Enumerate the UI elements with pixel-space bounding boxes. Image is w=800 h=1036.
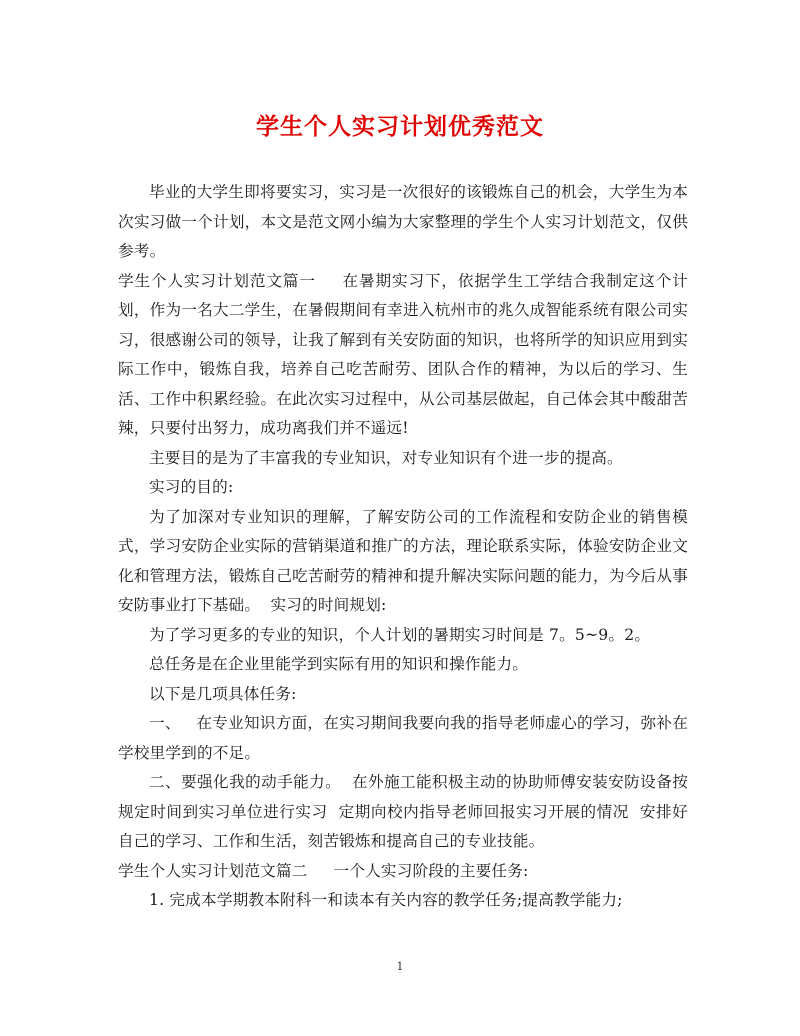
document-title: 学生个人实习计划优秀范文 xyxy=(256,113,544,140)
task-two-text-b: 定期向校内指导老师回报实习开展的情况 xyxy=(338,802,629,821)
essay-two-paragraph xyxy=(118,857,688,887)
task-two-text-c: 安排好自己的学习、工作和生活，刻苦锻炼和提高自己的专业技能。 xyxy=(118,802,688,850)
essay-two-heading: 学生个人实习计划范文篇二 xyxy=(118,861,308,880)
schedule-paragraph: 为了学习更多的专业的知识，个人计划的暑期实习时间是 7。5~9。2。 xyxy=(149,625,651,644)
task-two-text-a: 在外施工能积极主动的协助师傅安装安防设备按规定时间到实习单位进行实习 xyxy=(118,773,688,821)
task-two-paragraph xyxy=(118,768,688,857)
overall-task-paragraph: 总任务是在企业里能学到实际有用的知识和操作能力。 xyxy=(149,655,529,673)
schedule-label: 实习的时间规划: xyxy=(270,596,387,614)
purpose-paragraph: 主要目的是为了丰富我的专业知识，对专业知识有个进一步的提高。 xyxy=(149,448,623,467)
intro-paragraph: 毕业的大学生即将要实习，实习是一次很好的该锻炼自己的机会，大学生为本次实习做一个计划，本文是范文网小编为大家整理的学生个人实习计划范文，仅供参考。 xyxy=(118,183,688,260)
essay-one-paragraph xyxy=(118,267,688,444)
task-one-paragraph xyxy=(118,709,688,768)
objective-paragraph xyxy=(118,503,688,621)
objective-label: 实习的目的: xyxy=(149,478,234,496)
task-one-number: 一、 xyxy=(149,714,181,732)
page-number: 1 xyxy=(396,960,404,973)
objective-text: 为了加深对专业知识的理解，了解安防公司的工作流程和安防企业的销售模式，学习安防企业实际的营销渠道和推广的方法，理论联系实际，体验安防企业文化和管理方法，锻炼自己吃苦耐劳的精神和提升解决实际问题的能力，为今后从事安防事业打下基础。 xyxy=(118,507,688,614)
task-two-heading: 二、要强化我的动手能力。 xyxy=(149,773,342,791)
essay-one-heading: 学生个人实习计划范文篇一 xyxy=(118,271,316,290)
task-list-intro: 以下是几项具体任务: xyxy=(149,684,297,703)
document-body xyxy=(118,178,688,916)
essay-two-body: 一个人实习阶段的主要任务: xyxy=(333,861,529,880)
numbered-item-one: 1. 完成本学期教本附科一和读本有关内容的教学任务;提高教学能力; xyxy=(149,891,623,909)
essay-one-body: 在暑期实习下，依据学生工学结合我制定这个计划，作为一名大二学生，在暑假期间有幸进入杭州市的兆久成智能系统有限公司实习，很感谢公司的领导，让我了解到有关安防面的知识，也将所学的知识应用到实际工作中，锻炼自我，培养自己吃苦耐劳、团队合作的精神，为以后的学习、生活、工作中积累经验。在此次实习过程中，从公司基层做起，自己体会其中酸甜苦辣，只要付出努力，成功离我们并不遥远! xyxy=(118,271,689,437)
task-one-text: 在专业知识方面，在实习期间我要向我的指导老师虚心的学习，弥补在学校里学到的不足。 xyxy=(118,714,688,762)
